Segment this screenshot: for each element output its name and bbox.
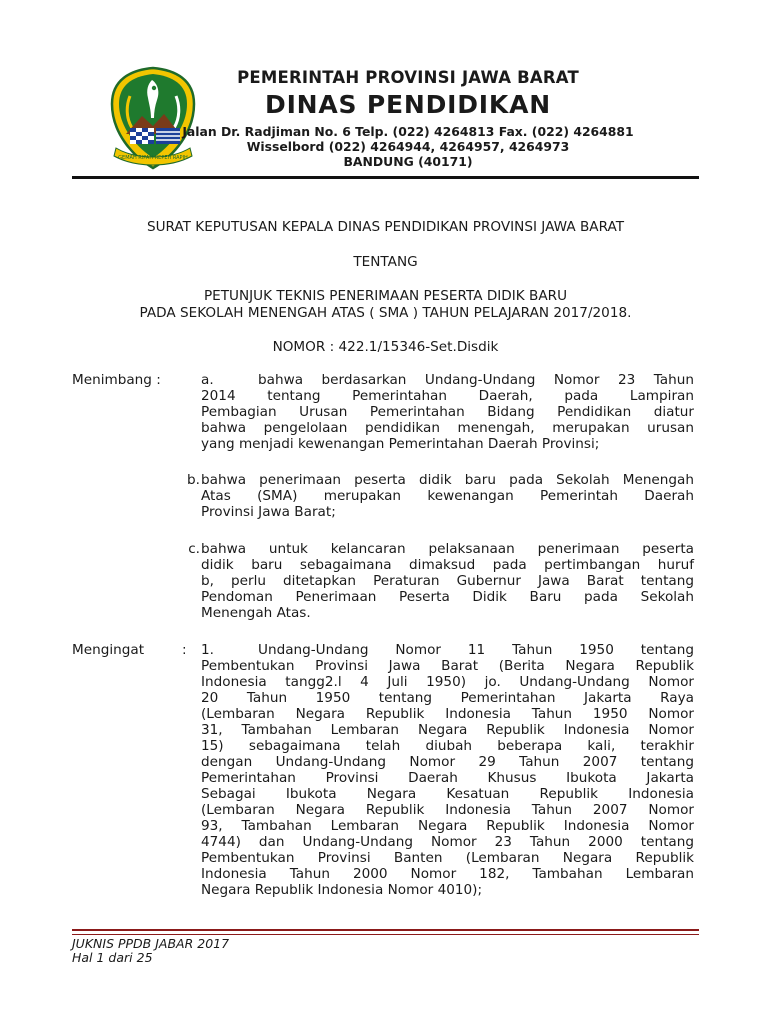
menimbang-a-text: [201, 388, 694, 452]
text-line: Undang-Undang Nomor 11 Tahun 1950 tentang: [258, 642, 694, 658]
text-line: 20 Tahun 1950 tentang Pemerintahan Jakarta Raya: [201, 690, 694, 706]
menimbang-a-letter: a.: [201, 372, 214, 388]
letterhead-divider: [72, 176, 699, 179]
text-line: Indonesia Tahun 2000 Nomor 182, Tambahan Lembaran: [201, 866, 694, 882]
letterhead-city: BANDUNG (40171): [343, 154, 473, 169]
text-line: Pembentukan Provinsi Banten (Lembaran Negara Republik: [201, 850, 694, 866]
text-line: bahwa pengelolaan pendidikan menengah, merupakan urusan: [201, 420, 694, 436]
decree-number: NOMOR : 422.1/15346-Set.Disdik: [272, 339, 499, 355]
letterhead-phone: Wisselbord (022) 4264944, 4264957, 4264973: [246, 139, 570, 154]
text-line: 2014 tentang Pemerintahan Daerah, pada Lampiran: [201, 388, 694, 404]
text-line: bahwa untuk kelancaran pelaksanaan penerimaan peserta: [201, 541, 694, 557]
letterhead-government-name: PEMERINTAH PROVINSI JAWA BARAT: [237, 68, 579, 87]
text-line: Pembagian Urusan Pemerintahan Bidang Pendidikan diatur: [201, 404, 694, 420]
text-line: Menengah Atas.: [201, 605, 311, 621]
menimbang-b-letter: b.: [187, 472, 200, 488]
text-line: 31, Tambahan Lembaran Negara Republik Indonesia Nomor: [201, 722, 694, 738]
text-line: yang menjadi kewenangan Pemerintahan Daerah Provinsi;: [201, 436, 600, 452]
mengingat-label: Mengingat: [72, 642, 145, 658]
text-line: bahwa penerimaan peserta didik baru pada Sekolah Menengah: [201, 472, 694, 488]
text-line: dengan Undang-Undang Nomor 29 Tahun 2007 tentang: [201, 754, 694, 770]
text-line: (Lembaran Negara Republik Indonesia Tahun 2007 Nomor: [201, 802, 694, 818]
mengingat-colon: :: [182, 642, 187, 658]
text-line: 4744) dan Undang-Undang Nomor 23 Tahun 2000 tentang: [201, 834, 694, 850]
footer-page-number: Hal 1 dari 25: [72, 950, 153, 965]
mengingat-item1-text: [201, 658, 694, 898]
text-line: Sebagai Ibukota Negara Kesatuan Republik Indonesia: [201, 786, 694, 802]
text-line: b, perlu ditetapkan Peraturan Gubernur Jawa Barat tentang: [201, 573, 694, 589]
text-line: Pembentukan Provinsi Jawa Barat (Berita Negara Republik: [201, 658, 694, 674]
text-line: didik baru sebagaimana dimaksud pada pertimbangan huruf: [201, 557, 694, 573]
text-line: Pemerintahan Provinsi Daerah Khusus Ibukota Jakarta: [201, 770, 694, 786]
mengingat-item1-number: 1.: [201, 642, 214, 658]
text-line: Negara Republik Indonesia Nomor 4010);: [201, 882, 483, 898]
decree-title: SURAT KEPUTUSAN KEPALA DINAS PENDIDIKAN PROVINSI JAWA BARAT: [146, 219, 625, 235]
text-line: Atas (SMA) merupakan kewenangan Pemerintah Daerah: [201, 488, 694, 504]
footer-document-name: JUKNIS PPDB JABAR 2017: [72, 936, 230, 951]
decree-subject-line1: PETUNJUK TEKNIS PENERIMAAN PESERTA DIDIK BARU: [203, 288, 568, 304]
text-line: (Lembaran Negara Republik Indonesia Tahun 1950 Nomor: [201, 706, 694, 722]
decree-tentang: TENTANG: [353, 254, 418, 270]
menimbang-c-text: [201, 541, 694, 621]
letterhead-address: Jalan Dr. Radjiman No. 6 Telp. (022) 4264813 Fax. (022) 4264881: [182, 124, 634, 139]
text-line: 93, Tambahan Lembaran Negara Republik Indonesia Nomor: [201, 818, 694, 834]
text-line: Provinsi Jawa Barat;: [201, 504, 336, 520]
text-line: Indonesia tangg2.l 4 Juli 1950) jo. Undang-Undang Nomor: [201, 674, 694, 690]
letterhead-agency-name: DINAS PENDIDIKAN: [265, 90, 551, 119]
mengingat-item1-first-line: [258, 642, 694, 658]
footer-divider-thin: [72, 934, 699, 935]
text-line: bahwa berdasarkan Undang-Undang Nomor 23 Tahun: [258, 372, 694, 388]
decree-subject-line2: PADA SEKOLAH MENENGAH ATAS ( SMA ) TAHUN PELAJARAN 2017/2018.: [139, 305, 632, 321]
logo-ribbon-text: GEMAH RIPAH REPEH RAPIH: [118, 155, 188, 161]
menimbang-b-text: [201, 472, 694, 520]
menimbang-a-first-line: [258, 372, 694, 388]
footer-divider-thick: [72, 929, 699, 931]
text-line: 15) sebagaimana telah diubah beberapa kali, terakhir: [201, 738, 694, 754]
text-line: Pendoman Penerimaan Peserta Didik Baru pada Sekolah: [201, 589, 694, 605]
menimbang-label: Menimbang :: [72, 372, 161, 388]
menimbang-c-letter: c.: [188, 541, 200, 557]
